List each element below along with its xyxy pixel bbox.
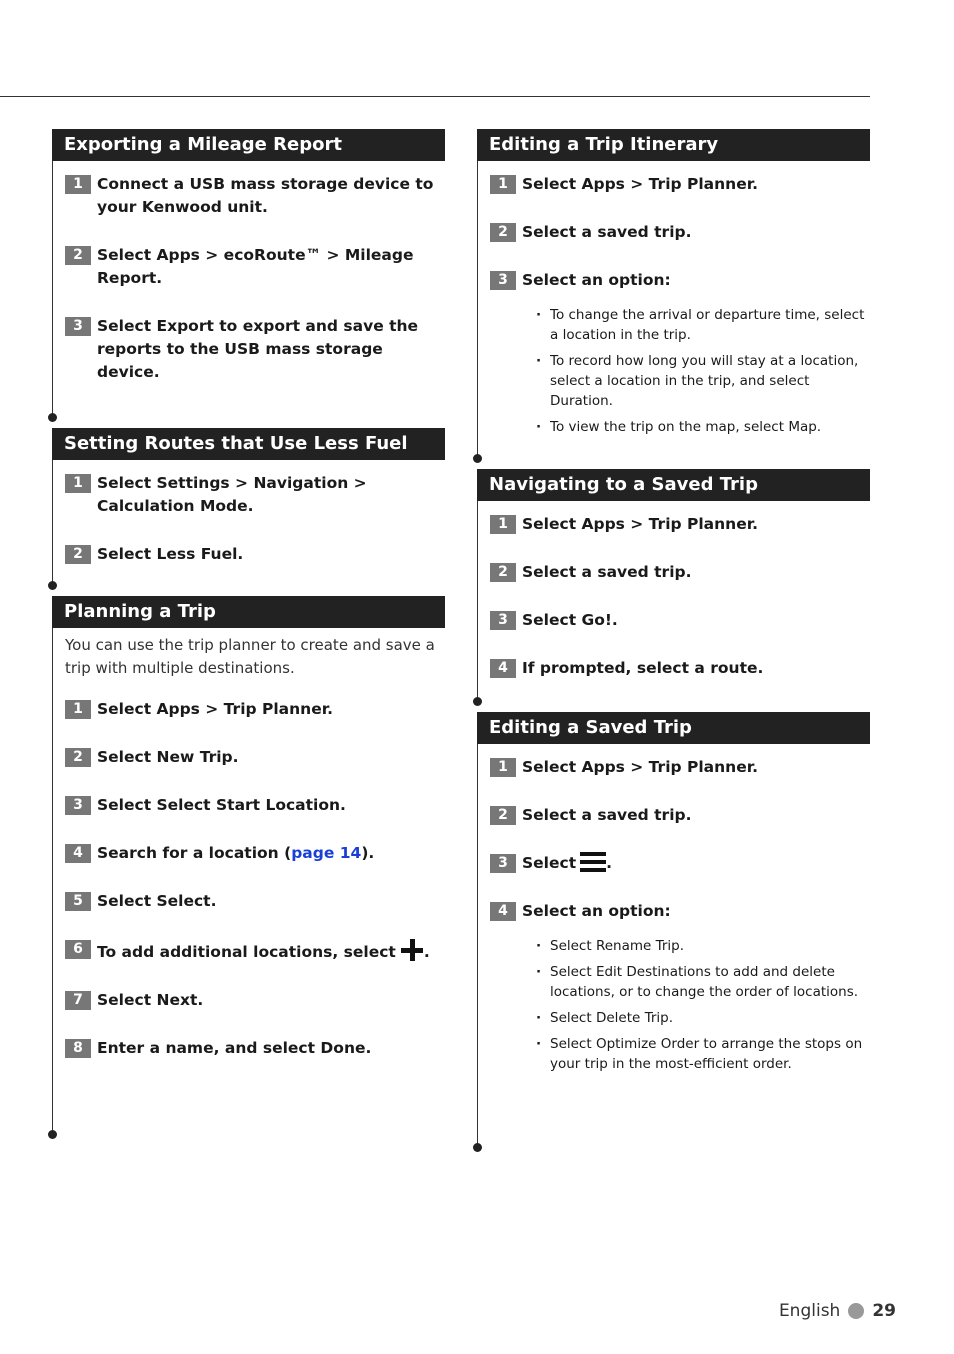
step: [65, 746, 445, 769]
step-number: 2: [490, 806, 516, 825]
section-exporting-mileage-report: [52, 129, 445, 418]
step-number: 1: [490, 515, 516, 534]
step: [65, 794, 445, 817]
left-column: [52, 129, 445, 1135]
section-body: [477, 744, 870, 1148]
step-text: [97, 842, 445, 865]
option-item: · Select Rename Trip.: [536, 936, 870, 956]
step-number: 2: [490, 563, 516, 582]
step-number: 1: [65, 700, 91, 719]
step: [65, 890, 445, 913]
option-list: [536, 305, 870, 437]
step-text: Select a saved trip.: [522, 563, 692, 581]
section-heading: Editing a Saved Trip: [477, 712, 870, 744]
page-number: 29: [872, 1301, 896, 1321]
step-number: 3: [490, 611, 516, 630]
section-body: [52, 628, 445, 1135]
step-text: Select Settings > Navigation > Calculation Mode.: [97, 474, 367, 515]
step-number: 4: [490, 902, 516, 921]
step: [490, 804, 870, 827]
page-footer: [779, 1301, 896, 1321]
step-text: Connect a USB mass storage device to your Kenwood unit.: [97, 175, 434, 216]
step-text: Select Apps > ecoRoute™ > Mileage Report.: [97, 246, 414, 287]
circle-icon: [848, 1303, 864, 1319]
option-list: [536, 936, 870, 1074]
step-number: 1: [65, 175, 91, 194]
step-text-post: ).: [361, 844, 375, 862]
section-editing-saved-trip: [477, 712, 870, 1148]
step: [490, 609, 870, 632]
step: [490, 269, 870, 292]
section-navigating-saved-trip: [477, 469, 870, 702]
option-item: · Select Delete Trip.: [536, 1008, 870, 1028]
step-text: Select Export to export and save the reports to the USB mass storage device.: [97, 317, 419, 381]
plus-icon: [400, 938, 424, 962]
step-text: [522, 852, 870, 875]
step-text: Select Select Start Location.: [97, 796, 346, 814]
step-number: 2: [490, 223, 516, 242]
section-heading: Editing a Trip Itinerary: [477, 129, 870, 161]
section-end-dot: [473, 454, 482, 463]
section-end-dot: [473, 697, 482, 706]
step: [490, 852, 870, 875]
section-end-dot: [48, 581, 57, 590]
step: [65, 543, 445, 566]
step: [490, 756, 870, 779]
step-number: 6: [65, 940, 91, 959]
step-text-pre: Select: [522, 854, 577, 872]
section-heading: Setting Routes that Use Less Fuel: [52, 428, 445, 460]
step-number: 3: [490, 271, 516, 290]
step-text: Select Next.: [97, 991, 204, 1009]
step: [65, 842, 445, 865]
step: [65, 315, 445, 384]
section-editing-trip-itinerary: [477, 129, 870, 459]
section-body: [477, 501, 870, 702]
step-text: Select Apps > Trip Planner.: [97, 700, 334, 718]
step-text: Select New Trip.: [97, 748, 239, 766]
step-text: Select an option:: [522, 902, 671, 920]
step-number: 3: [490, 854, 516, 873]
step-text-pre: Search for a location (: [97, 844, 292, 862]
section-body: [477, 161, 870, 459]
menu-icon: [580, 852, 606, 872]
option-item: · Select Edit Destinations to add and delete locations, or to change the order of locations.: [536, 962, 870, 1002]
step-number: 3: [65, 317, 91, 336]
step: [490, 900, 870, 923]
option-item: · To change the arrival or departure time, select a location in the trip.: [536, 305, 870, 345]
step: [65, 1037, 445, 1060]
step-text: Select Less Fuel.: [97, 545, 244, 563]
step: [65, 472, 445, 518]
option-item: · Select Optimize Order to arrange the stops on your trip in the most-efficient order.: [536, 1034, 870, 1074]
step: [490, 173, 870, 196]
section-end-dot: [473, 1143, 482, 1152]
step-number: 1: [490, 175, 516, 194]
step-text-pre: To add additional locations, select: [97, 943, 396, 961]
step-number: 1: [65, 474, 91, 493]
step-text-post: .: [423, 943, 430, 961]
section-heading: Navigating to a Saved Trip: [477, 469, 870, 501]
step-text: Select Apps > Trip Planner.: [522, 758, 759, 776]
footer-language: English: [778, 1301, 841, 1321]
step-number: 1: [490, 758, 516, 777]
step: [490, 657, 870, 680]
section-body: [52, 161, 445, 418]
section-end-dot: [48, 413, 57, 422]
step: [490, 221, 870, 244]
step-number: 2: [65, 246, 91, 265]
step-number: 4: [490, 659, 516, 678]
step-text: Select an option:: [522, 271, 671, 289]
section-end-dot: [48, 1130, 57, 1139]
step-text: Select Select.: [97, 892, 217, 910]
step-number: 2: [65, 748, 91, 767]
step-text: Select a saved trip.: [522, 806, 692, 824]
page-link[interactable]: page 14: [291, 844, 362, 862]
step-text-post: .: [606, 854, 612, 872]
step-number: 8: [65, 1039, 91, 1058]
option-item: · To record how long you will stay at a location, select a location in the trip, and select Duration.: [536, 351, 870, 411]
step: [65, 698, 445, 721]
step: [65, 244, 445, 290]
step-number: 3: [65, 796, 91, 815]
step: [65, 989, 445, 1012]
step: [490, 561, 870, 584]
step: [65, 938, 445, 964]
step-text: [97, 938, 445, 964]
step-number: 5: [65, 892, 91, 911]
step: [490, 513, 870, 536]
step: [65, 173, 445, 219]
step-number: 4: [65, 844, 91, 863]
top-rule: [0, 96, 870, 97]
section-heading: Planning a Trip: [52, 596, 445, 628]
step-number: 2: [65, 545, 91, 564]
step-number: 7: [65, 991, 91, 1010]
section-heading: Exporting a Mileage Report: [52, 129, 445, 161]
intro-text: You can use the trip planner to create and save a trip with multiple destinations.: [65, 636, 435, 677]
step-text: Select Apps > Trip Planner.: [522, 175, 759, 193]
step-text: Select Go!.: [522, 611, 618, 629]
step-text: Enter a name, and select Done.: [97, 1039, 372, 1057]
option-item: · To view the trip on the map, select Map.: [536, 417, 870, 437]
section-less-fuel-routes: [52, 428, 445, 586]
step-text: If prompted, select a route.: [522, 659, 764, 677]
section-body: [52, 460, 445, 586]
step-text: Select a saved trip.: [522, 223, 692, 241]
right-column: [477, 129, 870, 1148]
step-text: Select Apps > Trip Planner.: [522, 515, 759, 533]
section-planning-a-trip: [52, 596, 445, 1135]
